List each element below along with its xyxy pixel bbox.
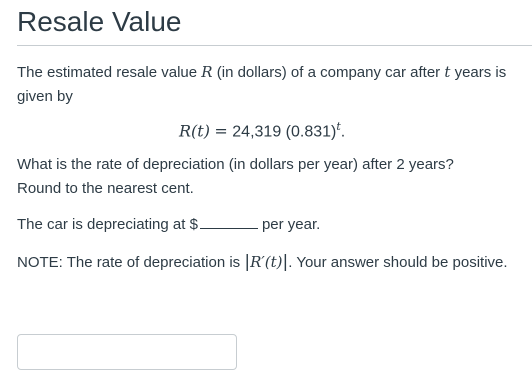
variable-r: R [201, 63, 213, 81]
abs-bar-right: | [282, 252, 289, 272]
answer-suffix: per year. [261, 216, 321, 233]
intro-text-end: years is given by [17, 64, 507, 105]
answer-input[interactable] [17, 334, 237, 370]
note-end: . Your answer should be positive. [288, 254, 508, 271]
answer-blank [200, 213, 258, 229]
equation-period: . [340, 123, 346, 141]
question-title: Resale Value [17, 6, 182, 37]
question-intro [17, 60, 527, 109]
note-text [17, 250, 527, 275]
note-derivative: R′(t) [250, 253, 283, 271]
prompt-line-2: Round to the nearest cent. [17, 180, 194, 197]
prompt-line-1: What is the rate of depreciation (in dollars per year) after 2 years? [17, 156, 454, 173]
equation-exponent: t [336, 120, 341, 133]
note-start: NOTE: The rate of depreciation is [17, 254, 241, 271]
equation-base: (0.831) [285, 123, 337, 141]
abs-bar-left: | [244, 252, 251, 272]
question-prompt [17, 153, 527, 201]
resale-equation [179, 115, 345, 144]
equation-lhs: R(t) [179, 121, 210, 141]
equation-coefficient: 24,319 [232, 123, 282, 141]
answer-sentence [17, 213, 320, 237]
intro-text-start: The estimated resale value [17, 64, 198, 81]
intro-text-middle: (in dollars) of a company car after [216, 64, 441, 81]
answer-prefix: The car is depreciating at $ [17, 216, 198, 233]
equation-equals: = [214, 121, 228, 141]
variable-t: t [444, 63, 451, 81]
title-divider [17, 45, 532, 46]
